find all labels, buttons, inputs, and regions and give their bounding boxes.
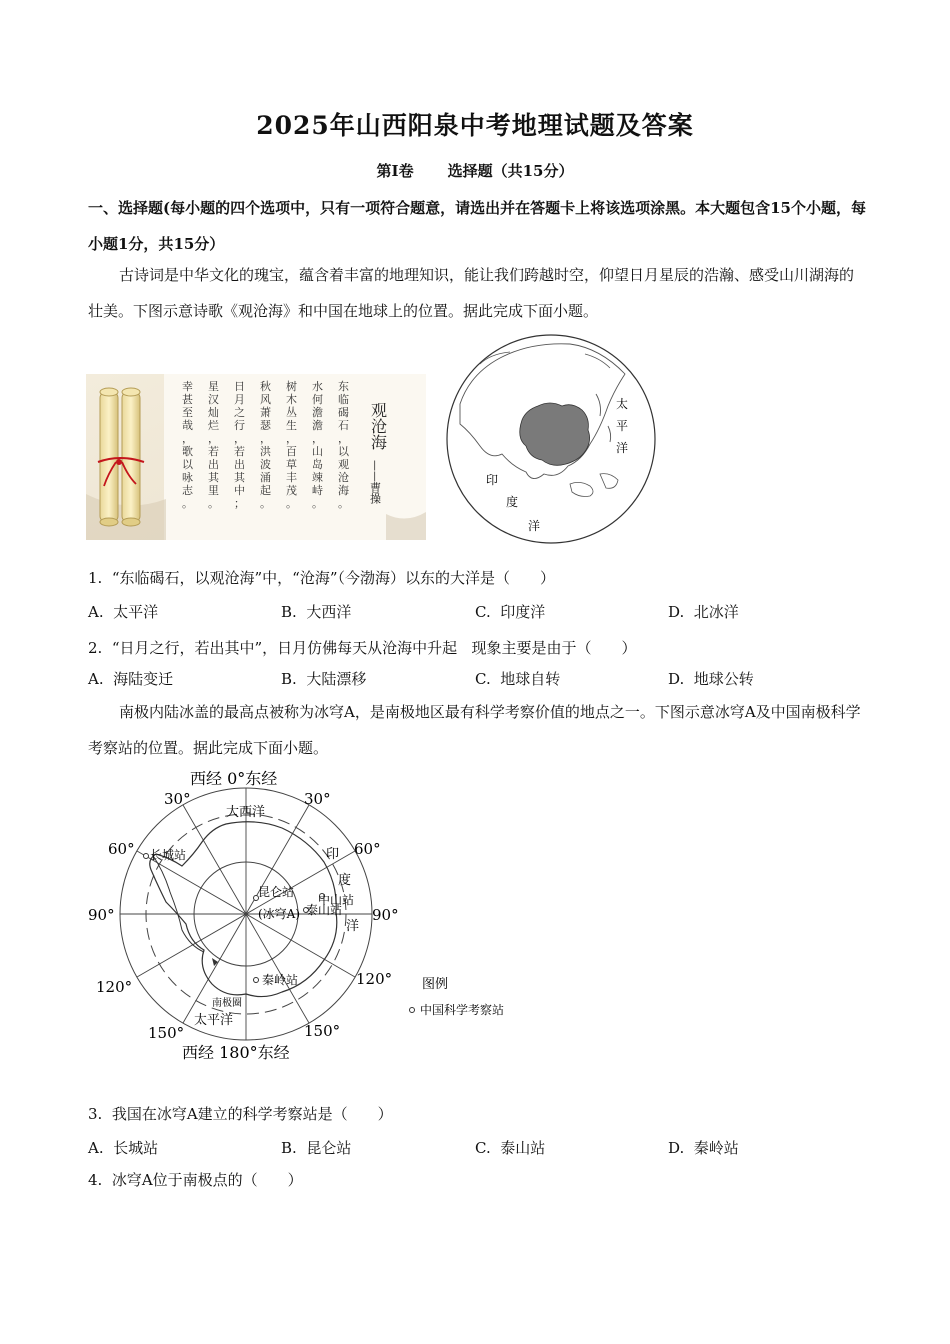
page-title: 2025年山西阳泉中考地理试题及答案 [256,111,694,140]
label-indian-3: 洋 [346,919,360,934]
label-taishan: 泰山站 [306,903,343,917]
question-1: 1. “东临碣石，以观沧海”中，“沧海”（今渤海）以东的大洋是（ ） [88,569,556,587]
label-zhongshan: 中山站 [318,893,355,907]
q2-option-a: A. 海陆变迁 [88,670,174,688]
label-bottom: 西经 180°东经 [182,1043,290,1062]
label-qinling: 秦岭站 [262,973,299,987]
q3-option-c: C. 泰山站 [475,1139,546,1157]
poem-line-4: 秋风萧瑟，洪波涌起。 [260,380,271,510]
passage-1: 古诗词是中华文化的瑰宝，蕴含着丰富的地理知识，能让我们跨越时空，仰望日月星辰的浩瀚、感受山川湖海的壮美。下图示意诗歌《观沧海》和中国在地球上的位置。据此完成下面小题。 [88,266,855,320]
legend-station-label: 中国科学考察站 [420,1003,505,1017]
legend-station-icon [410,1008,415,1013]
label-90w: 90° [88,906,115,924]
label-changcheng: 长城站 [150,848,187,862]
label-indian-2: 度 [338,873,352,888]
label-dome-a: (冰穹A) [258,907,301,921]
q2-option-d: D. 地球公转 [668,670,754,688]
antarctic-map-figure [86,762,526,1068]
globe-figure [440,334,662,544]
label-pacific: 太平洋 [194,1013,234,1028]
globe-indian-3: 洋 [528,519,541,533]
section-part: 第Ⅰ卷 [376,162,414,180]
poem-author: ——曹操 [368,460,382,504]
label-atlantic: 大西洋 [226,805,266,820]
globe-pacific-2: 平 [616,419,629,433]
globe-pacific-1: 太 [616,397,629,411]
q1-option-b: B. 大西洋 [281,603,352,621]
label-60e: 60° [354,840,381,858]
passage-2: 南极内陆冰盖的最高点被称为冰穹A，是南极地区最有科学考察价值的地点之一。下图示意冰穹A及中国南极科学考察站的位置。据此完成下面小题。 [88,703,861,757]
poem-figure [86,374,426,540]
label-150e: 150° [304,1022,341,1040]
q3-option-d: D. 秦岭站 [668,1139,739,1157]
label-120e: 120° [356,970,393,988]
poem-line-2: 水何澹澹，山岛竦峙。 [312,380,323,510]
legend-title: 图例 [422,977,449,992]
label-60w: 60° [108,840,135,858]
label-kunlun: 昆仑站 [258,885,295,899]
label-antarctic-circle: 南极圈 [212,998,242,1009]
section-name: 选择题（共15分） [447,162,574,180]
poem-line-6: 星汉灿烂，若出其里。 [208,380,219,510]
label-150w: 150° [148,1024,185,1042]
poem-line-3: 树木丛生，百草丰茂。 [286,380,297,510]
instruction-text: 一、选择题(每小题的四个选项中，只有一项符合题意，请选出并在答题卡上将该选项涂黑。本大题包含15个小题，每小题1分，共15分） [88,199,866,253]
q1-option-c: C. 印度洋 [475,603,546,621]
poem-title: 观沧海 [368,402,388,450]
label-30w: 30° [164,790,191,808]
q1-option-d: D. 北冰洋 [668,603,739,621]
q2-option-b: B. 大陆漂移 [281,670,367,688]
question-2: 2. “日月之行，若出其中”，日月仿佛每天从沧海中升起 现象主要是由于（ ） [88,639,637,657]
globe-pacific-3: 洋 [616,441,629,455]
station-icon-qinling [254,978,259,983]
poem-line-1: 东临碣石，以观沧海。 [338,380,349,510]
q3-option-b: B. 昆仑站 [281,1139,352,1157]
poem-line-5: 日月之行，若出其中； [234,380,245,510]
q3-option-a: A. 长城站 [88,1139,159,1157]
label-30e: 30° [304,790,331,808]
label-120w: 120° [96,978,133,996]
poem-line-7: 幸甚至哉，歌以咏志。 [182,380,193,510]
question-4: 4. 冰穹A位于南极点的（ ） [88,1171,303,1189]
label-top: 西经 0°东经 [190,769,278,788]
section-heading [0,160,950,181]
question-3: 3. 我国在冰穹A建立的科学考察站是（ ） [88,1105,393,1123]
station-icon-changcheng [144,854,149,859]
globe-indian-2: 度 [506,495,519,509]
globe-indian-1: 印 [486,473,499,487]
q2-option-c: C. 地球自转 [475,670,561,688]
label-90e: 90° [372,906,399,924]
label-indian-1: 印 [326,847,340,862]
q1-option-a: A. 太平洋 [88,603,159,621]
